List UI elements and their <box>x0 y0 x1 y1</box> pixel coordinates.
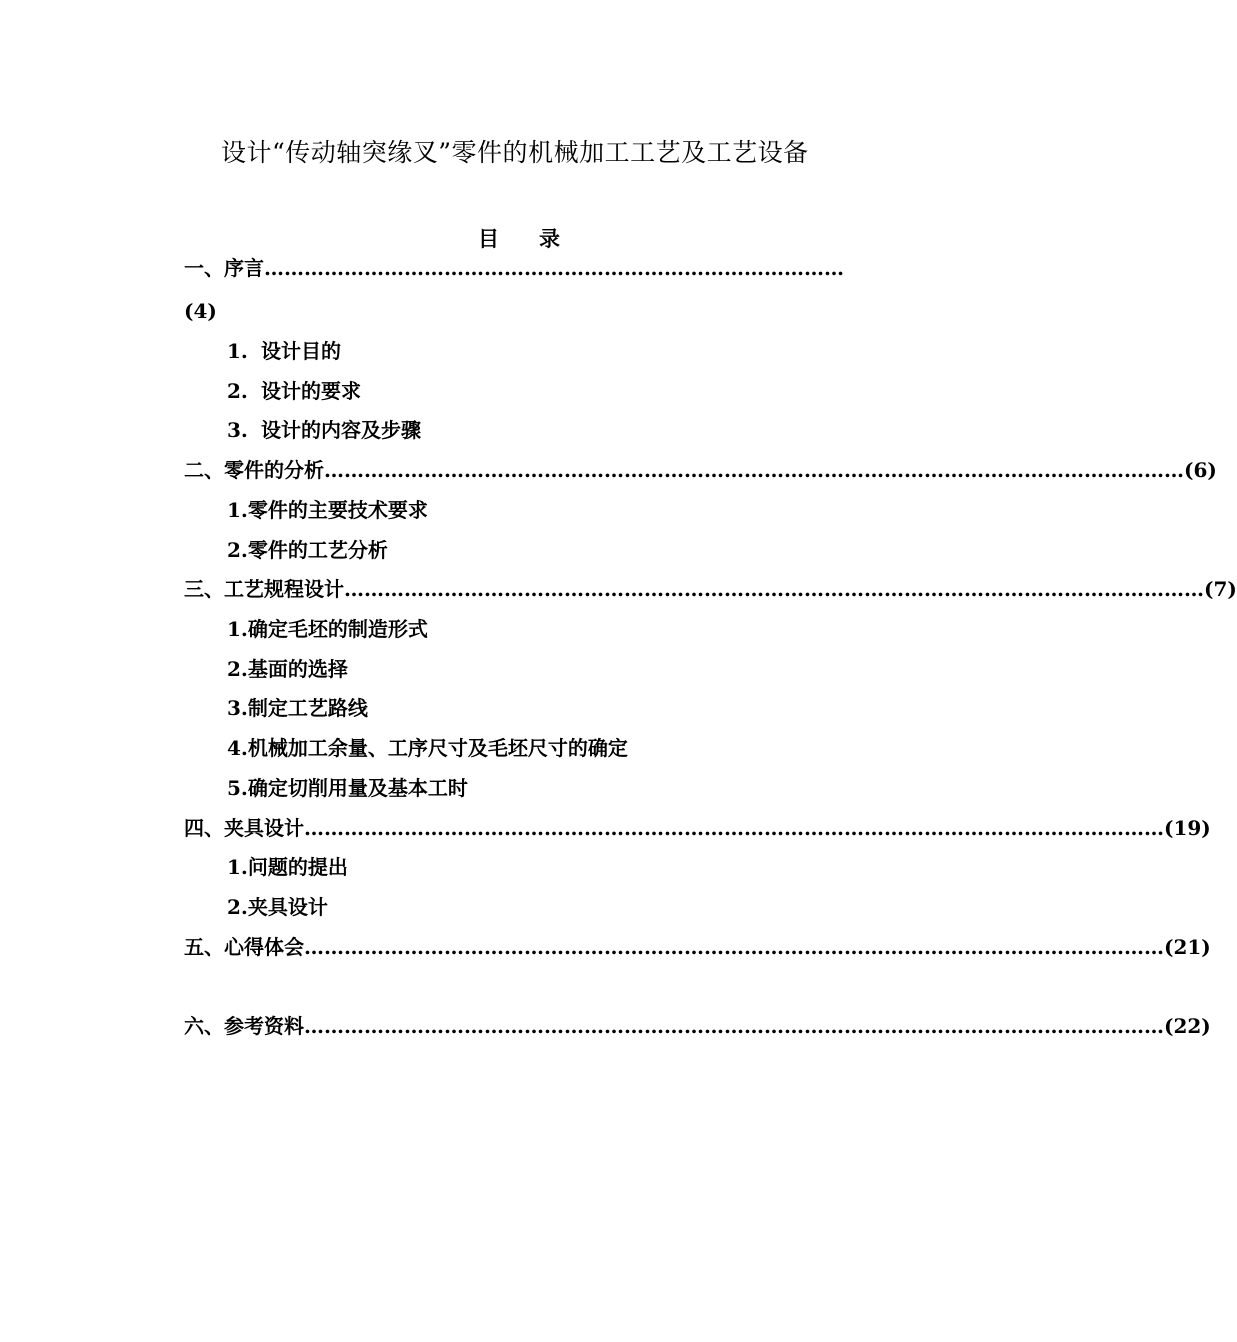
toc-heading <box>478 224 560 254</box>
toc-subentry[interactable]: 1.零件的主要技术要求 <box>227 498 428 522</box>
toc-subentry[interactable]: 2.基面的选择 <box>227 657 348 681</box>
toc-heading-left: 目 <box>478 226 499 251</box>
toc-subentry[interactable] <box>227 377 361 405</box>
toc-subentry[interactable]: 1.确定毛坯的制造形式 <box>227 617 428 641</box>
toc-leader-dots: ………………………………………………………………………………………………………………… <box>324 458 1184 482</box>
toc-leader-dots: ………………………………………………………………………………………………………………… <box>344 577 1204 601</box>
toc-subentry[interactable]: 5.确定切削用量及基本工时 <box>227 776 468 800</box>
toc-entry-process-design[interactable] <box>184 575 1237 603</box>
toc-entry-label: 六、参考资料 <box>184 1014 304 1038</box>
toc-leader-dots: …………………………………………………………………………… <box>264 256 844 280</box>
toc-entry-part-analysis[interactable] <box>184 456 1217 484</box>
toc-subentry[interactable]: 2.零件的工艺分析 <box>227 538 388 562</box>
toc-entry-label: 四、夹具设计 <box>184 816 304 840</box>
toc-entry-label: 一、序言 <box>184 256 264 280</box>
toc-subentry[interactable] <box>227 416 421 444</box>
toc-subentry-label: 设计目的 <box>261 339 341 363</box>
toc-entry-page: (7) <box>1204 577 1237 601</box>
toc-entry-page: (21) <box>1164 935 1211 959</box>
toc-leader-dots: ………………………………………………………………………………………………………………… <box>304 816 1164 840</box>
toc-heading-right: 录 <box>539 226 560 251</box>
toc-subentry[interactable]: 1.问题的提出 <box>227 855 348 879</box>
toc-subentry[interactable]: 2.夹具设计 <box>227 895 328 919</box>
toc-subentry[interactable]: 3.制定工艺路线 <box>227 696 368 720</box>
toc-entry-fixture-design[interactable] <box>184 814 1211 842</box>
toc-entry-label: 五、心得体会 <box>184 935 304 959</box>
toc-entry-label: 二、零件的分析 <box>184 458 324 482</box>
toc-subentry-label: 设计的要求 <box>261 379 361 403</box>
toc-entry-page: (4) <box>184 299 217 323</box>
toc-entry-page: (22) <box>1164 1014 1211 1038</box>
toc-entry-reflections[interactable] <box>184 933 1211 961</box>
toc-leader-dots: ………………………………………………………………………………………………………………… <box>304 1014 1164 1038</box>
toc-entry-page: (19) <box>1164 816 1211 840</box>
toc-subentry-number: 2. <box>227 379 248 403</box>
toc-subentry[interactable]: 4.机械加工余量、工序尺寸及毛坯尺寸的确定 <box>227 736 628 760</box>
toc-entry-references[interactable] <box>184 1012 1211 1040</box>
toc-subentry-number: 1. <box>227 339 248 363</box>
toc-entry-preface[interactable] <box>184 254 844 282</box>
toc-entry-page: (6) <box>1184 458 1217 482</box>
toc-entry-label: 三、工艺规程设计 <box>184 577 344 601</box>
toc-leader-dots: ………………………………………………………………………………………………………………… <box>304 935 1164 959</box>
document-title: 设计“传动轴突缘叉”零件的机械加工工艺及工艺设备 <box>221 138 809 167</box>
toc-subentry[interactable] <box>227 337 341 365</box>
toc-subentry-label: 设计的内容及步骤 <box>261 418 421 442</box>
toc-subentry-number: 3. <box>227 418 248 442</box>
